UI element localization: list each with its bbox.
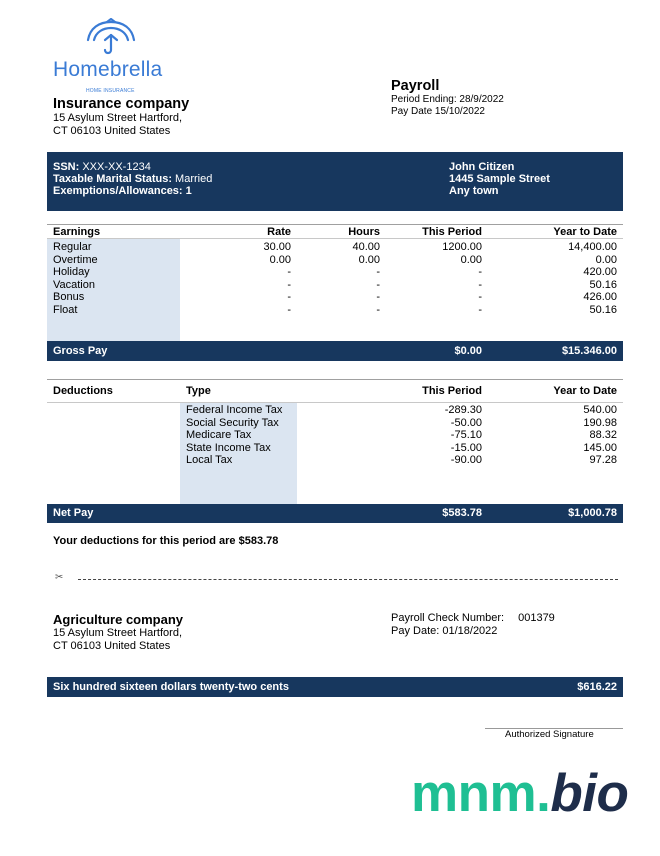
check-amount-row [47,677,623,697]
ssn-label: SSN: [53,161,80,173]
deduction-period-cell: -75.10 [450,429,482,441]
ytd-cell: 420.00 [583,266,617,278]
check-company-name: Agriculture company [53,612,184,627]
deduction-period-cell: -289.30 [444,404,482,416]
employee-address [449,161,550,197]
gross-pay-ytd: $15.346.00 [561,345,617,357]
rate-cell: - [287,278,291,291]
net-pay-period: $583.78 [442,507,482,519]
deductions-period-header: This Period [422,385,482,397]
rate-cell: - [287,266,291,278]
watermark [411,764,628,824]
net-pay-row [47,504,623,523]
hours-cell: - [376,291,380,303]
earnings-row-label: Holiday [53,266,90,278]
deduction-types [186,404,282,467]
deduction-ytd-cell: 145.00 [583,441,617,454]
pay-date: Pay Date 15/10/2022 [391,106,485,117]
period-cell: 1200.00 [442,241,482,253]
gross-pay-period: $0.00 [454,345,482,357]
employee-info-band [47,152,623,211]
cut-line [78,579,618,580]
umbrella-house-icon [85,18,137,56]
hours-cell: 0.00 [358,253,380,266]
check-number: 001379 [518,612,555,624]
rate-header: Rate [267,226,291,238]
hours-header: Hours [348,226,380,238]
deductions-header: Deductions [53,385,113,397]
deductions-header-rule [47,402,623,403]
signature-label: Authorized Signature [505,729,594,740]
hours-cell: - [376,266,380,278]
earnings-row-label: Bonus [53,291,85,303]
ytd-cell: 14,400.00 [568,241,617,253]
employee-town: Any town [449,185,499,197]
exemptions-label: Exemptions/Allowances: [53,185,183,197]
deduction-ytds [477,404,617,467]
deduction-ytd-cell: 88.32 [589,429,617,441]
deduction-period-cell: -50.00 [450,416,482,429]
brand-name: Homebrella [53,58,163,81]
period-cell: 0.00 [460,253,482,266]
deduction-type: Social Security Tax [186,416,279,429]
marital-status-label: Taxable Marital Status: [53,173,172,185]
check-number-label: Payroll Check Number: [391,612,505,624]
deduction-type: Medicare Tax [186,429,252,441]
marital-status-value: Married [172,173,213,185]
ytd-cell: 50.16 [589,278,617,291]
watermark-part1: mnm. [411,764,551,823]
payroll-meta [391,94,504,118]
type-header: Type [186,385,211,397]
period-cell: - [478,266,482,278]
period-cell: - [478,291,482,303]
this-period-header: This Period [422,226,482,238]
earnings-header: Earnings [53,226,101,238]
earnings-row-label: Overtime [53,253,98,266]
scissors-icon: ✂ [55,572,64,583]
gross-pay-row [47,341,623,361]
earnings-this-period [362,241,482,316]
net-pay-label: Net Pay [53,507,94,519]
earnings-row-label: Regular [53,241,92,253]
earnings-row-label: Vacation [53,278,95,291]
deduction-ytd-cell: 190.98 [583,416,617,429]
check-details [391,612,555,638]
hours-cell: - [376,278,380,291]
rate-cell: - [287,303,291,316]
earnings-header-rule [47,238,623,239]
period-cell: - [478,278,482,291]
earnings-top-rule [47,224,623,225]
earnings-rates [191,241,291,316]
brand-tagline: HOME INSURANCE [86,88,135,94]
employee-street: 1445 Sample Street [449,173,550,185]
earnings-row-label: Float [53,303,78,316]
employer-name: Insurance company [53,96,190,112]
deduction-type: State Income Tax [186,441,271,454]
deduction-period-cell: -90.00 [450,454,482,466]
deduction-type: Federal Income Tax [186,404,283,416]
period-cell: - [478,303,482,316]
employer-address-line1: 15 Asylum Street Hartford, [53,112,182,124]
ytd-header: Year to Date [553,226,617,238]
employee-tax-info [53,161,212,197]
deduction-period-cell: -15.00 [450,441,482,454]
gross-pay-label: Gross Pay [53,345,108,357]
ytd-cell: 50.16 [589,303,617,316]
earnings-ytd [477,241,617,316]
rate-cell: 0.00 [269,253,291,266]
check-address-line1: 15 Asylum Street Hartford, [53,627,182,639]
hours-cell: 40.00 [352,241,380,253]
check-company-address [53,627,182,653]
employer-address-line2: CT 06103 United States [53,125,171,137]
period-ending: Period Ending: 28/9/2022 [391,94,504,105]
rate-cell: 30.00 [263,241,291,253]
ytd-cell: 426.00 [583,291,617,303]
deductions-summary: Your deductions for this period are $583.78 [53,535,279,547]
amount-in-words: Six hundred sixteen dollars twenty-two cents [53,681,289,693]
hours-cell: - [376,303,380,316]
deduction-periods [362,404,482,467]
earnings-labels [53,241,98,316]
deduction-type: Local Tax [186,454,233,466]
check-address-line2: CT 06103 United States [53,640,171,652]
deduction-ytd-cell: 540.00 [583,404,617,416]
ytd-cell: 0.00 [595,253,617,266]
deductions-ytd-header: Year to Date [553,385,617,397]
rate-cell: - [287,291,291,303]
employee-name: John Citizen [449,161,515,173]
payroll-title: Payroll [391,78,440,94]
net-pay-ytd: $1,000.78 [568,507,617,519]
ssn-value: XXX-XX-1234 [79,161,151,173]
check-amount: $616.22 [577,681,617,693]
employer-address [53,112,182,138]
deductions-top-rule [47,379,623,380]
watermark-part2: bio [550,764,629,823]
deduction-ytd-cell: 97.28 [589,454,617,466]
exemptions-value: 1 [182,185,192,197]
check-pay-date: Pay Date: 01/18/2022 [391,625,498,637]
